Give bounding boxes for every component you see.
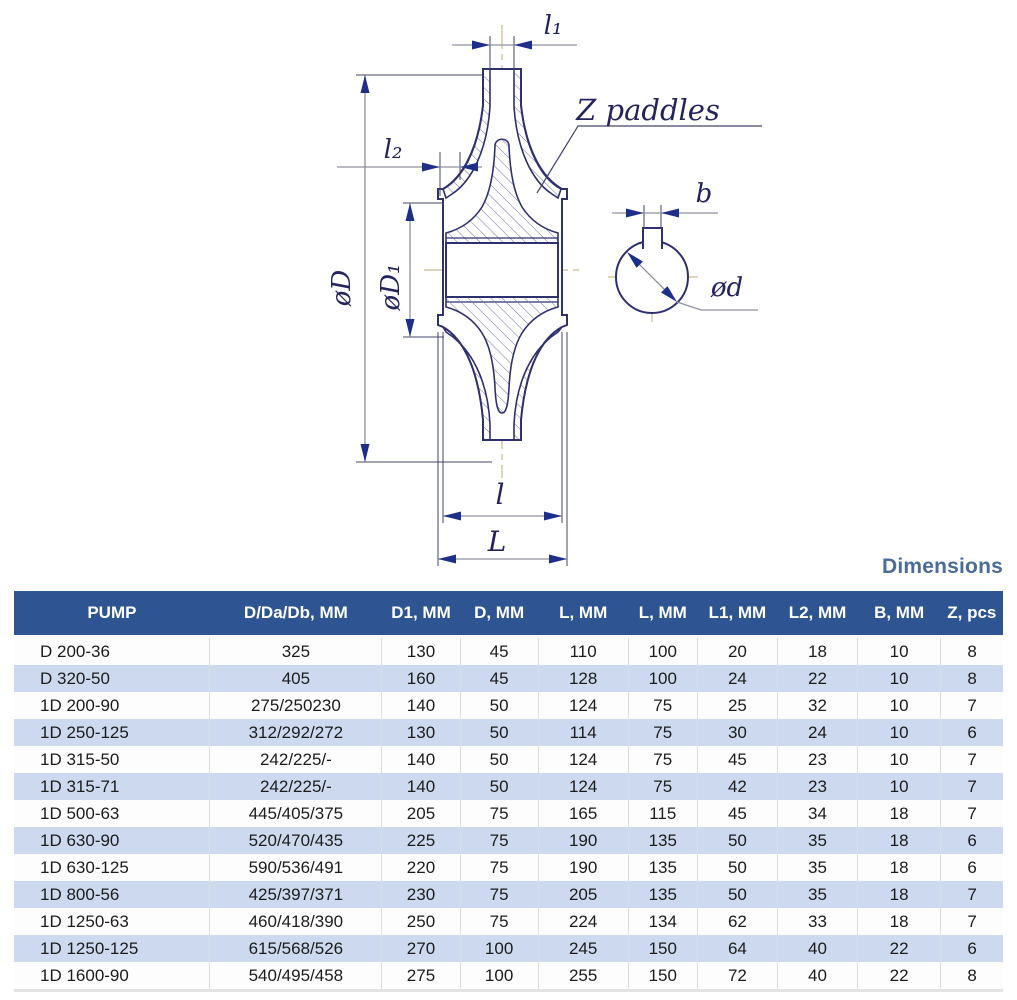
value-cell: 140 [382,773,460,800]
value-cell: 135 [628,827,697,854]
value-cell: 140 [382,746,460,773]
table-body [14,637,1003,991]
header-cell: L1, MM [697,591,777,637]
value-cell: 40 [777,962,857,991]
value-cell: 18 [777,637,857,666]
value-cell: 100 [460,935,538,962]
value-cell: 225 [382,827,460,854]
dim-l1 [452,36,577,78]
pump-name-cell: 1D 315-50 [14,746,210,773]
value-cell: 75 [460,881,538,908]
value-cell: 45 [460,637,538,666]
value-cell: 24 [777,719,857,746]
value-cell: 75 [460,800,538,827]
dimensions-table [14,591,1003,992]
value-cell: 405 [210,665,382,692]
value-cell: 30 [697,719,777,746]
pump-name-cell: 1D 1250-63 [14,908,210,935]
value-cell: 18 [858,800,941,827]
value-cell: 615/568/526 [210,935,382,962]
table-header-row [14,591,1003,637]
table-row [14,827,1003,854]
pump-name-cell: 1D 1250-125 [14,935,210,962]
value-cell: 45 [697,800,777,827]
value-cell: 10 [858,692,941,719]
value-cell: 75 [628,692,697,719]
value-cell: 110 [538,637,628,666]
header-cell: D1, MM [382,591,460,637]
table-row [14,854,1003,881]
pump-name-cell: 1D 250-125 [14,719,210,746]
value-cell: 22 [777,665,857,692]
value-cell: 275 [382,962,460,991]
table-row [14,773,1003,800]
value-cell: 325 [210,637,382,666]
value-cell: 8 [967,669,977,688]
label-l2: l₂ [383,135,403,165]
value-cell: 124 [538,773,628,800]
value-cell: 35 [777,881,857,908]
pump-name-cell: 1D 630-125 [14,854,210,881]
value-cell: 124 [538,746,628,773]
value-cell: 130 [382,719,460,746]
value-cell: 40 [777,935,857,962]
value-cell: 150 [628,962,697,991]
phid-leader [677,302,758,310]
value-cell: 255 [538,962,628,991]
value-cell: 34 [777,800,857,827]
value-cell: 124 [538,692,628,719]
table-row [14,881,1003,908]
pump-name-cell: 1D 1600-90 [14,962,210,991]
value-cell: 10 [858,719,941,746]
value-cell: 35 [777,854,857,881]
value-cell: 10 [858,637,941,666]
value-cell: 22 [858,935,941,962]
dimensions-title: Dimensions [881,555,1003,578]
value-cell: 10 [858,665,941,692]
lower-paddle-hatch [446,297,558,413]
value-cell: 312/292/272 [210,719,382,746]
value-cell: 6 [967,858,977,877]
table-row [14,692,1003,719]
value-cell: 7 [967,885,977,904]
pump-name-cell: D 320-50 [14,665,210,692]
value-cell: 23 [777,773,857,800]
value-cell: 590/536/491 [210,854,382,881]
value-cell: 33 [777,908,857,935]
pump-name-cell: 1D 200-90 [14,692,210,719]
label-phiD1: øD₁ [376,263,406,311]
value-cell: 100 [460,962,538,991]
value-cell: 75 [460,908,538,935]
value-cell: 62 [697,908,777,935]
label-b: b [695,179,713,209]
value-cell: 100 [628,637,697,666]
value-cell: 205 [382,800,460,827]
header-cell: PUMP [14,591,210,637]
pump-name-cell: 1D 315-71 [14,773,210,800]
impeller-section [438,69,567,440]
value-cell: 100 [628,665,697,692]
value-cell: 75 [628,746,697,773]
value-cell: 242/225/- [210,773,382,800]
value-cell: 7 [967,777,977,796]
value-cell: 540/495/458 [210,962,382,991]
table-row [14,637,1003,666]
value-cell: 135 [628,881,697,908]
value-cell: 205 [538,881,628,908]
pump-name-cell: 1D 630-90 [14,827,210,854]
value-cell: 50 [460,773,538,800]
header-cell: L2, MM [777,591,857,637]
value-cell: 50 [697,827,777,854]
table-row [14,908,1003,935]
value-cell: 10 [858,746,941,773]
value-cell: 140 [382,692,460,719]
pump-name-cell: 1D 800-56 [14,881,210,908]
value-cell: 22 [858,962,941,991]
header-cell: D/Da/Db, MM [210,591,382,637]
pump-name-cell: 1D 500-63 [14,800,210,827]
value-cell: 50 [697,854,777,881]
value-cell: 18 [858,854,941,881]
value-cell: 25 [697,692,777,719]
value-cell: 130 [382,637,460,666]
value-cell: 18 [858,908,941,935]
value-cell: 250 [382,908,460,935]
value-cell: 50 [460,746,538,773]
value-cell: 42 [697,773,777,800]
value-cell: 520/470/435 [210,827,382,854]
pump-name-cell: D 200-36 [14,637,210,666]
header-cell: L, MM [538,591,628,637]
table-row [14,935,1003,962]
label-L: L [487,525,507,558]
value-cell: 270 [382,935,460,962]
value-cell: 190 [538,854,628,881]
value-cell: 50 [460,692,538,719]
table-row [14,746,1003,773]
header-cell: L, MM [628,591,697,637]
hub-bore [446,243,558,297]
label-l: l [495,478,505,511]
value-cell: 135 [628,854,697,881]
value-cell: 10 [858,773,941,800]
value-cell: 275/250230 [210,692,382,719]
value-cell: 45 [460,665,538,692]
value-cell: 128 [538,665,628,692]
value-cell: 220 [382,854,460,881]
table-row [14,719,1003,746]
value-cell: 460/418/390 [210,908,382,935]
value-cell: 224 [538,908,628,935]
value-cell: 18 [858,827,941,854]
label-phid: ød [710,273,744,303]
value-cell: 75 [628,719,697,746]
value-cell: 32 [777,692,857,719]
value-cell: 7 [967,696,977,715]
value-cell: 6 [967,939,977,958]
value-cell: 134 [628,908,697,935]
value-cell: 160 [382,665,460,692]
value-cell: 20 [697,637,777,666]
value-cell: 45 [697,746,777,773]
header-cell: B, MM [858,591,941,637]
value-cell: 8 [967,642,977,661]
value-cell: 230 [382,881,460,908]
label-l1: l₁ [543,11,563,41]
header-cell: Z, pcs [941,591,1003,637]
label-phiD: øD [327,269,357,307]
value-cell: 150 [628,935,697,962]
value-cell: 18 [858,881,941,908]
z-paddles-leader [537,126,762,193]
table-row [14,800,1003,827]
value-cell: 75 [628,773,697,800]
value-cell: 245 [538,935,628,962]
value-cell: 425/397/371 [210,881,382,908]
value-cell: 35 [777,827,857,854]
value-cell: 115 [628,800,697,827]
value-cell: 72 [697,962,777,991]
table-row [14,962,1003,991]
value-cell: 6 [967,723,977,742]
value-cell: 7 [967,750,977,769]
value-cell: 64 [697,935,777,962]
value-cell: 445/405/375 [210,800,382,827]
value-cell: 75 [460,827,538,854]
value-cell: 165 [538,800,628,827]
value-cell: 190 [538,827,628,854]
value-cell: 24 [697,665,777,692]
value-cell: 114 [538,719,628,746]
label-z-paddles: Z paddles [576,93,720,127]
value-cell: 50 [697,881,777,908]
value-cell: 7 [967,804,977,823]
value-cell: 23 [777,746,857,773]
value-cell: 242/225/- [210,746,382,773]
table-row [14,665,1003,692]
value-cell: 6 [967,831,977,850]
value-cell: 50 [460,719,538,746]
value-cell: 8 [941,962,1003,991]
value-cell: 75 [460,854,538,881]
header-cell: D, MM [460,591,538,637]
value-cell: 7 [967,912,977,931]
